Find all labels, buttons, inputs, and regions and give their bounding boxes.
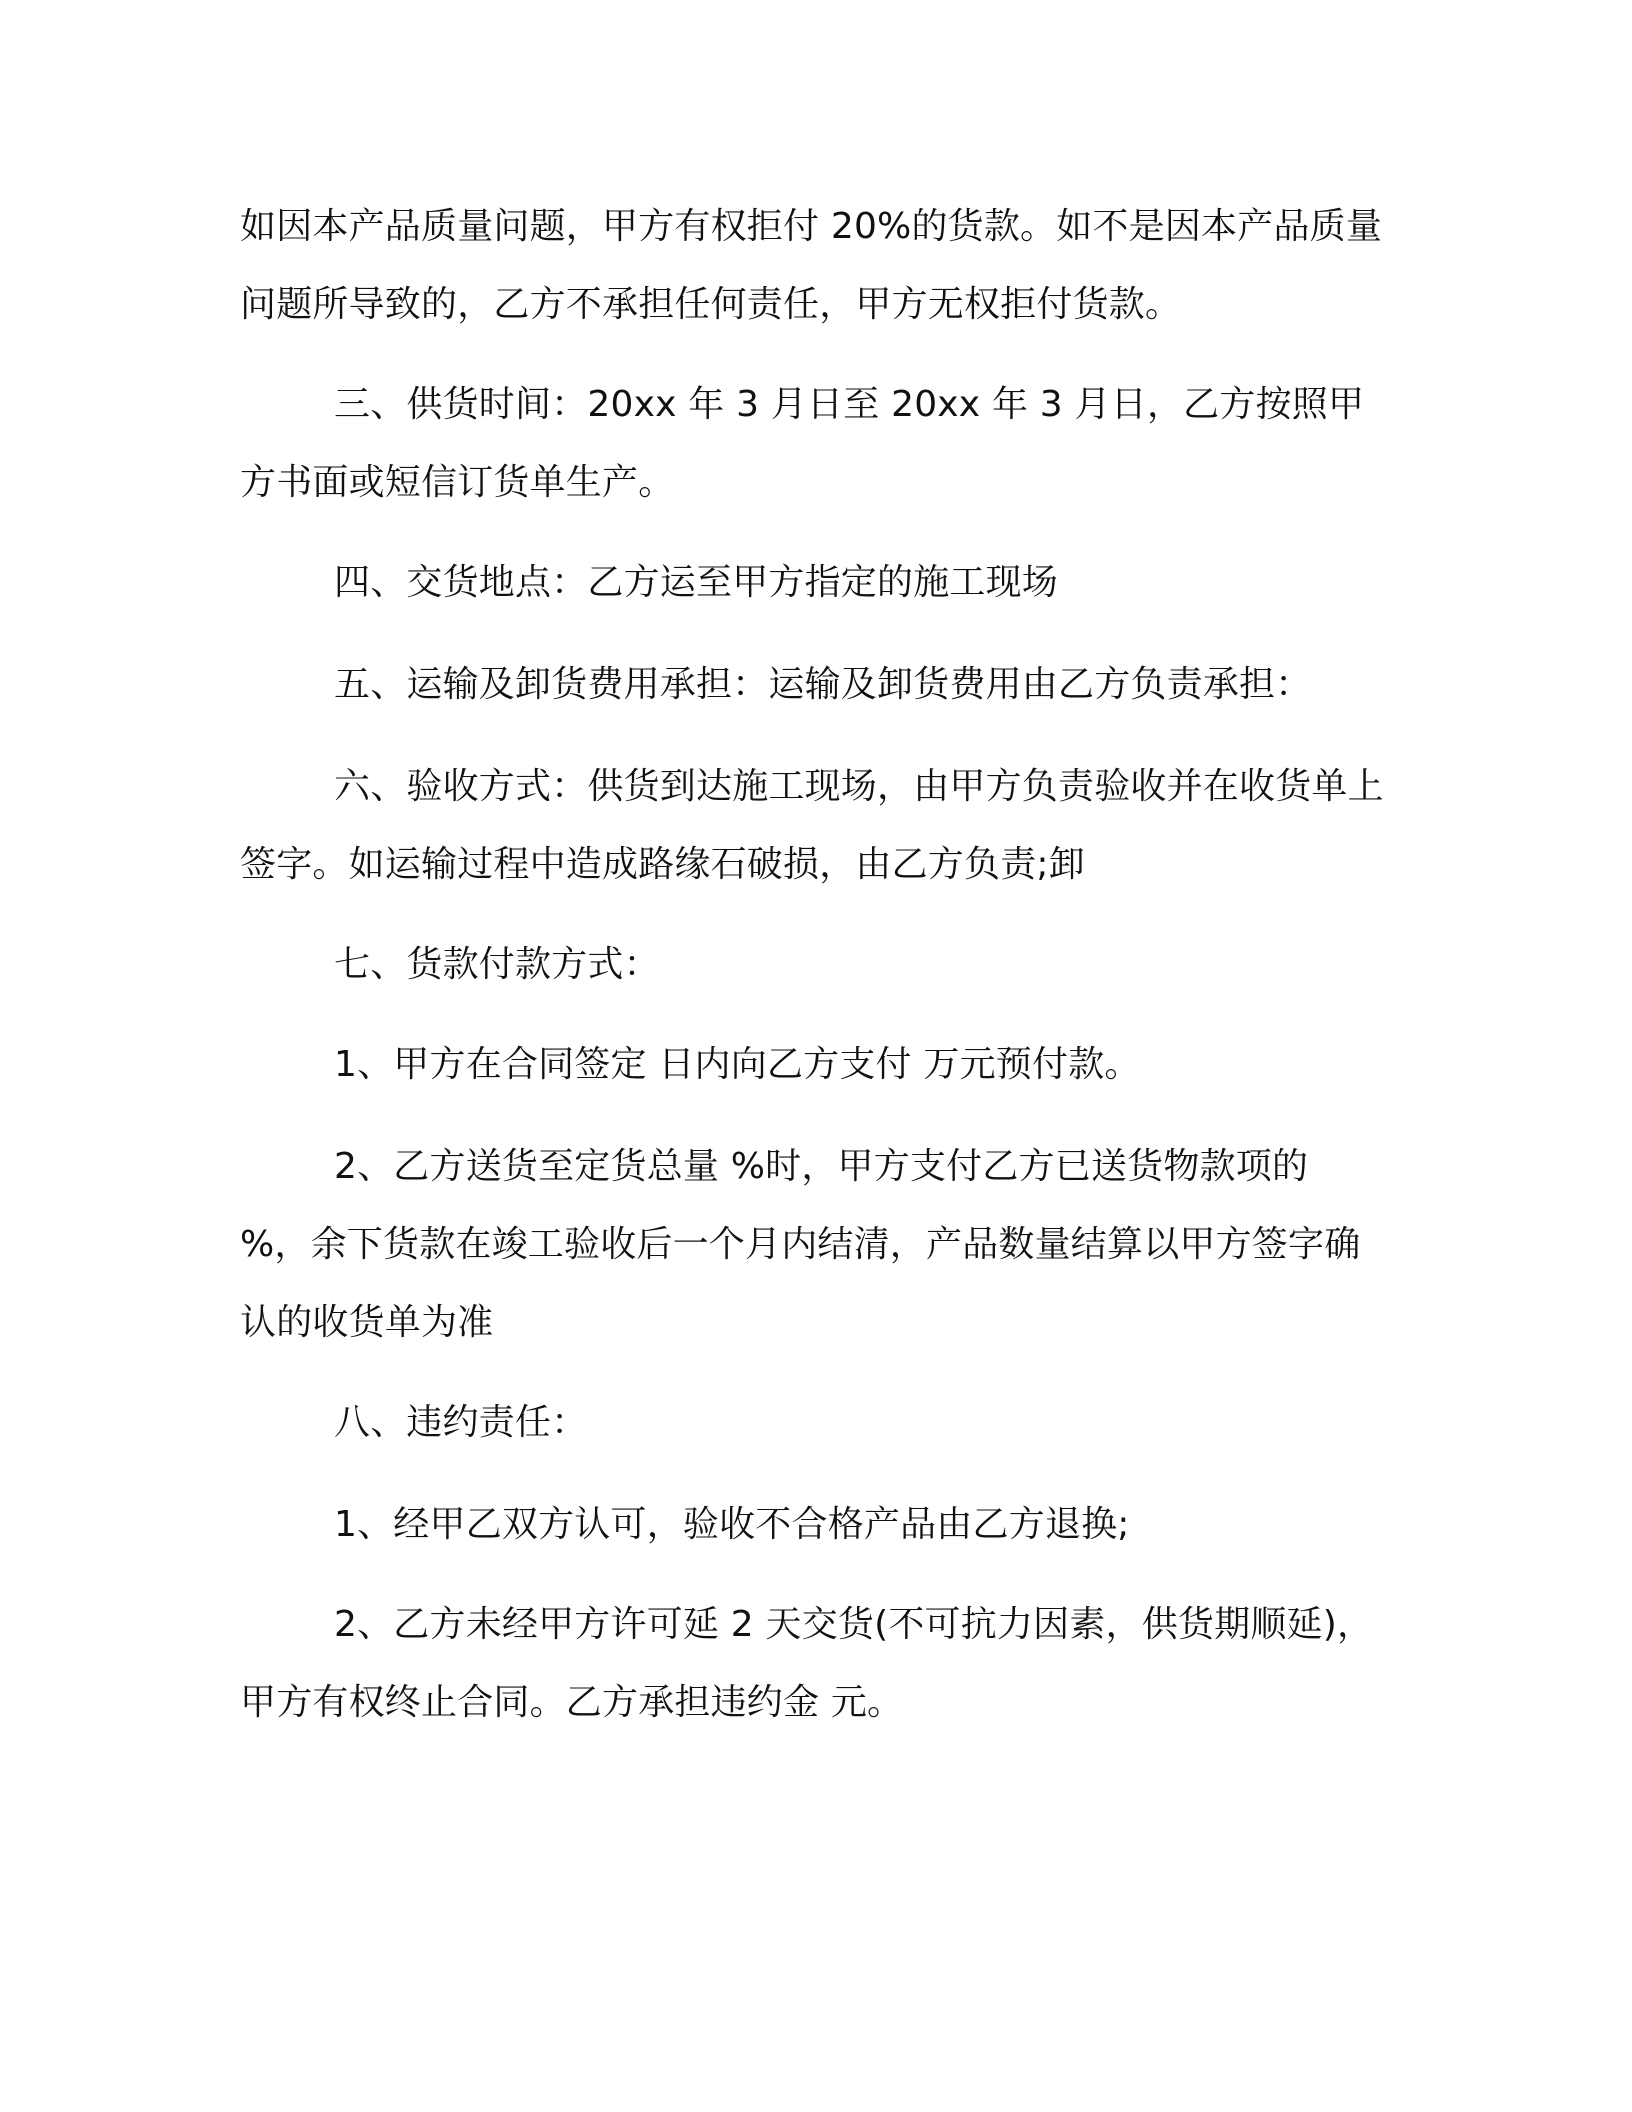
paragraph-supply-time: 三、供货时间：20xx 年 3 月日至 20xx 年 3 月日，乙方按照甲方书面或短信订货单生产。	[240, 384, 1365, 503]
paragraph-breach-item-1: 1、经甲乙双方认可，验收不合格产品由乙方退换;	[334, 1504, 1130, 1545]
paragraph-breach-heading: 八、违约责任：	[334, 1402, 588, 1443]
paragraph-breach-item-2: 2、乙方未经甲方许可延 2 天交货(不可抗力因素，供货期顺延)，甲方有权终止合同。乙方承担违约金 元。	[240, 1604, 1374, 1723]
paragraph-delivery-location: 四、交货地点：乙方运至甲方指定的施工现场	[334, 562, 1059, 603]
paragraph-payment-item-1: 1、甲方在合同签定 日内向乙方支付 万元预付款。	[334, 1044, 1141, 1085]
paragraph-transport-cost: 五、运输及卸货费用承担：运输及卸货费用由乙方负责承担：	[334, 664, 1312, 705]
paragraph-quality-clause: 如因本产品质量问题，甲方有权拒付 20%的货款。如不是因本产品质量问题所导致的，乙方不承担任何责任，甲方无权拒付货款。	[240, 206, 1383, 325]
paragraph-payment-item-2: 2、乙方送货至定货总量 %时，甲方支付乙方已送货物款项的 %，余下货款在竣工验收后一个月内结清，产品数量结算以甲方签字确认的收货单为准	[240, 1146, 1361, 1343]
paragraph-acceptance-method: 六、验收方式：供货到达施工现场，由甲方负责验收并在收货单上签字。如运输过程中造成路缘石破损，由乙方负责;卸	[240, 766, 1384, 885]
contract-body	[240, 188, 1390, 1742]
paragraph-payment-heading: 七、货款付款方式：	[334, 944, 660, 985]
